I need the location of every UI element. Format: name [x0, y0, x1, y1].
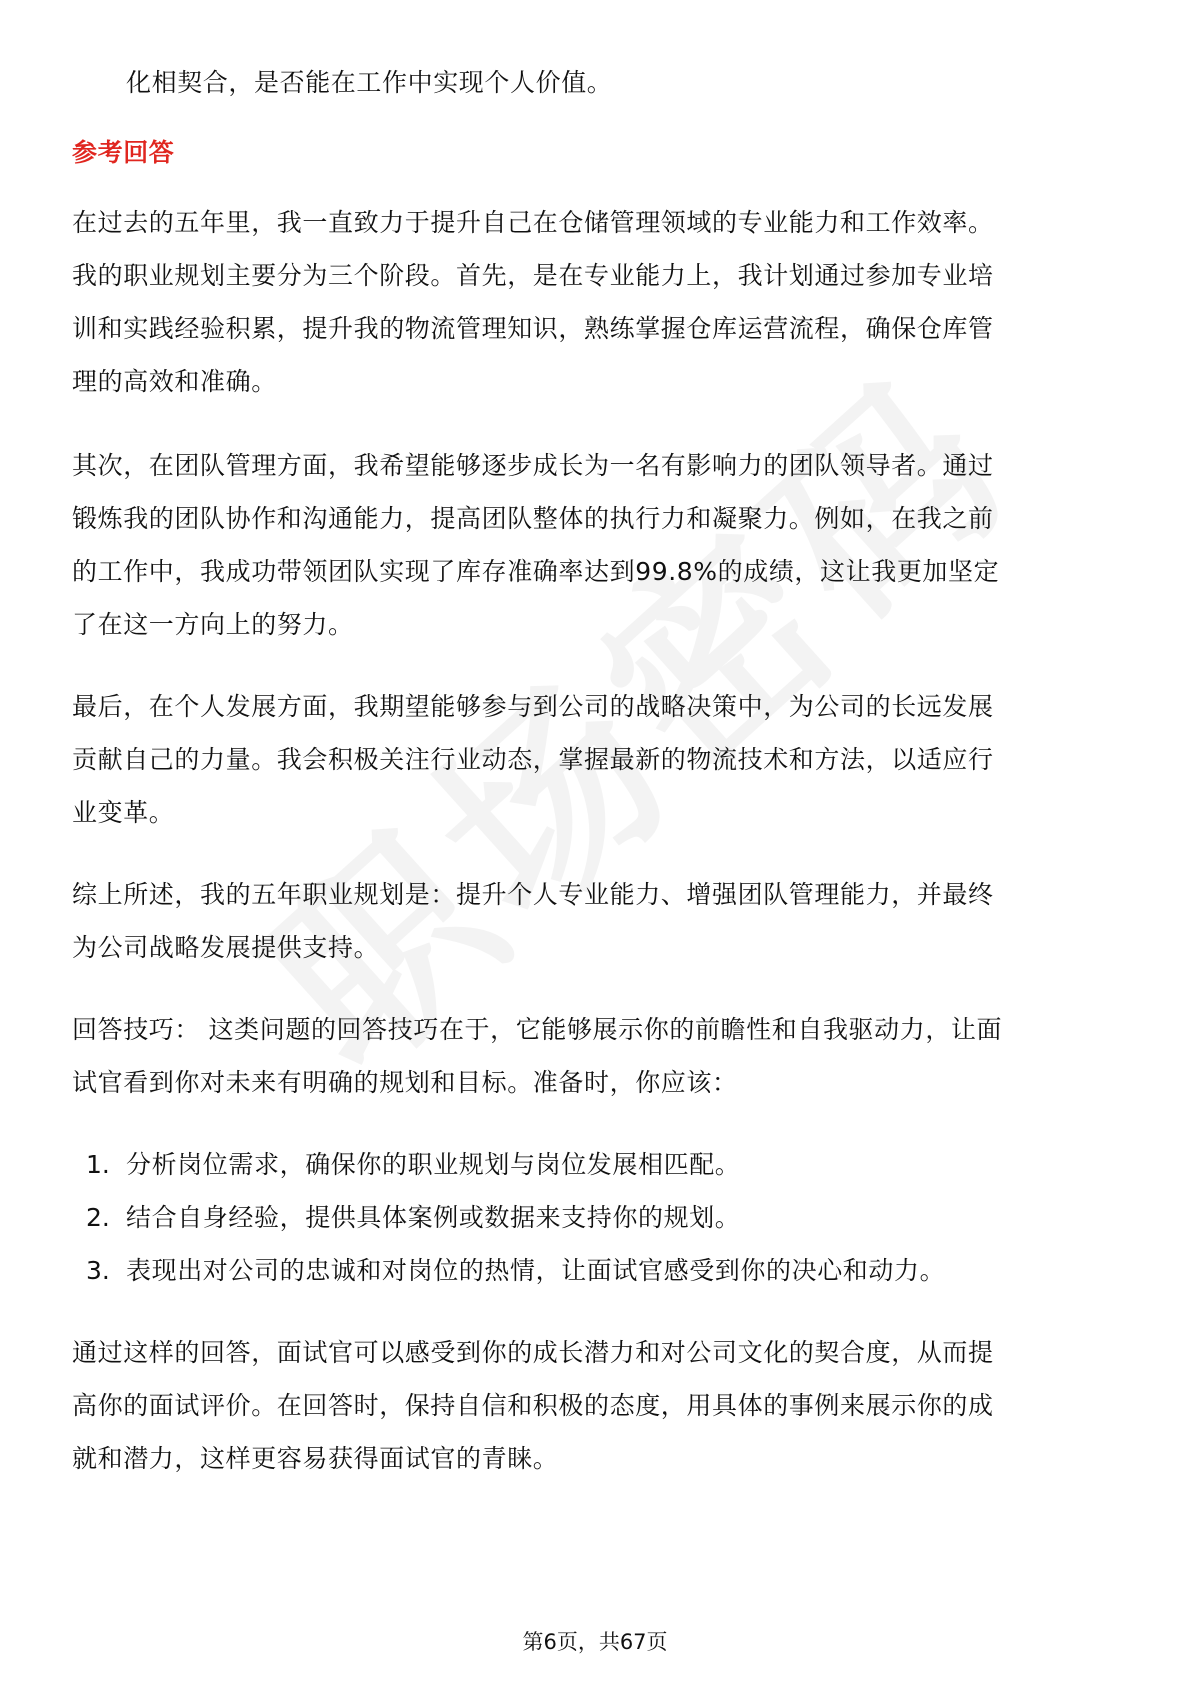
paragraph-line: 高你的面试评价。在回答时，保持自信和积极的态度，用具体的事例来展示你的成 — [72, 1391, 994, 1420]
list-number: 1. — [86, 1150, 110, 1179]
list-text: 结合自身经验，提供具体案例或数据来支持你的规划。 — [126, 1203, 741, 1232]
paragraph-line: 的工作中，我成功带领团队实现了库存准确率达到99.8%的成绩，这让我更加坚定 — [72, 557, 1000, 586]
paragraph-line: 训和实践经验积累，提升我的物流管理知识，熟练掌握仓库运营流程，确保仓库管 — [72, 314, 994, 343]
paragraph-line: 业变革。 — [72, 798, 175, 827]
paragraph-line: 为公司战略发展提供支持。 — [72, 933, 380, 962]
list-text: 表现出对公司的忠诚和对岗位的热情，让面试官感受到你的决心和动力。 — [126, 1256, 946, 1285]
paragraph-line: 其次，在团队管理方面，我希望能够逐步成长为一名有影响力的团队领导者。通过 — [72, 451, 994, 480]
paragraph-line: 锻炼我的团队协作和沟通能力，提高团队整体的执行力和凝聚力。例如，在我之前 — [72, 504, 994, 533]
list-number: 2. — [86, 1203, 110, 1232]
paragraph-line: 就和潜力，这样更容易获得面试官的青睐。 — [72, 1444, 559, 1473]
paragraph-line: 贡献自己的力量。我会积极关注行业动态，掌握最新的物流技术和方法，以适应行 — [72, 745, 994, 774]
list-number: 3. — [86, 1256, 110, 1285]
paragraph-line: 最后，在个人发展方面，我期望能够参与到公司的战略决策中，为公司的长远发展 — [72, 692, 994, 721]
paragraph-line: 在过去的五年里，我一直致力于提升自己在仓储管理领域的专业能力和工作效率。 — [72, 208, 994, 237]
paragraph-line: 我的职业规划主要分为三个阶段。首先，是在专业能力上，我计划通过参加专业培 — [72, 261, 994, 290]
section-heading: 参考回答 — [72, 138, 175, 167]
paragraph-line: 回答技巧： 这类问题的回答技巧在于，它能够展示你的前瞻性和自我驱动力，让面 — [72, 1015, 1003, 1044]
intro-continuation: 化相契合，是否能在工作中实现个人价值。 — [126, 68, 613, 97]
list-text: 分析岗位需求，确保你的职业规划与岗位发展相匹配。 — [126, 1150, 741, 1179]
paragraph-line: 综上所述，我的五年职业规划是：提升个人专业能力、增强团队管理能力，并最终 — [72, 880, 994, 909]
paragraph-line: 通过这样的回答，面试官可以感受到你的成长潜力和对公司文化的契合度，从而提 — [72, 1338, 994, 1367]
paragraph-line: 试官看到你对未来有明确的规划和目标。准备时，你应该： — [72, 1068, 738, 1097]
paragraph-line: 理的高效和准确。 — [72, 367, 277, 396]
paragraph-line: 了在这一方向上的努力。 — [72, 610, 354, 639]
page-number-footer: 第6页，共67页 — [522, 1630, 668, 1654]
